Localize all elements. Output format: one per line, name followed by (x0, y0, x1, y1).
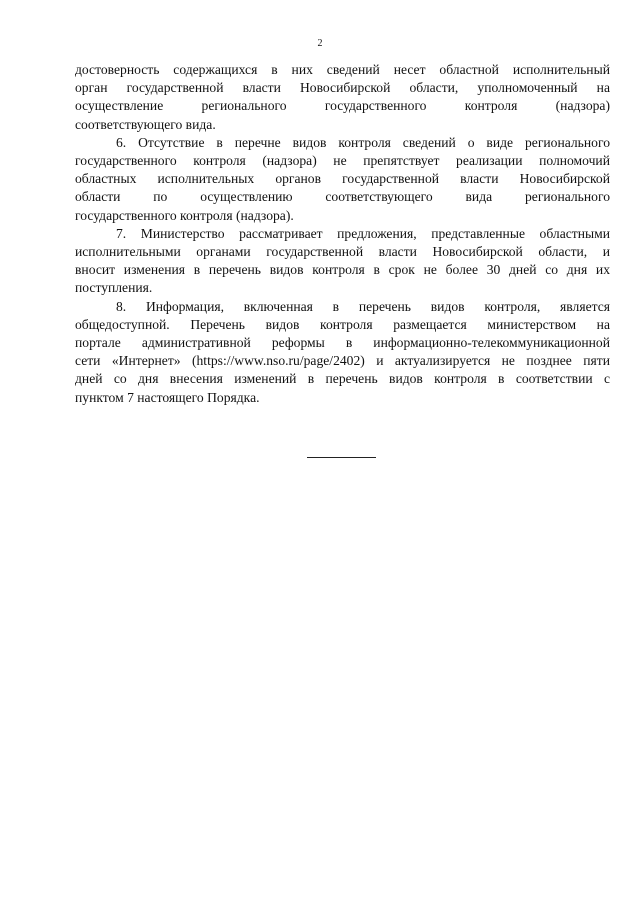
text-line: достоверность содержащихся в них сведений несет областной исполнительный (75, 62, 610, 77)
paragraph-continuation (75, 61, 610, 134)
text-line: общедоступной. Перечень видов контроля размещается министерством на (75, 316, 610, 332)
text-line: осуществление регионального государственного контроля (надзора) (75, 98, 610, 114)
text-line: орган государственной власти Новосибирской области, уполномоченный на (75, 80, 610, 96)
paragraph-item-6 (75, 134, 610, 225)
text-line: государственного контроля (надзора). (75, 207, 294, 223)
text-line: государственного контроля (надзора) не препятствует реализации полномочий (75, 153, 610, 169)
text-line: 6. Отсутствие в перечне видов контроля сведений о виде регионального (116, 134, 610, 150)
text-line: 7. Министерство рассматривает предложения, представленные областными (116, 225, 610, 241)
paragraph-item-7 (75, 225, 610, 298)
text-line: поступления. (75, 280, 153, 296)
text-line: портале административной реформы в информационно-телекоммуникационной (75, 335, 610, 351)
text-line: областных исполнительных органов государственной власти Новосибирской (75, 171, 610, 187)
text-line: области по осуществлению соответствующего вида регионального (75, 189, 610, 205)
paragraph-item-8 (75, 298, 610, 407)
text-line: соответствующего вида. (75, 116, 216, 132)
text-line: пунктом 7 настоящего Порядка. (75, 389, 260, 405)
text-line: сети «Интернет» (https://www.nso.ru/page/2402) и актуализируется не позднее пяти (75, 353, 610, 369)
end-of-document-rule (307, 457, 376, 458)
text-line: 8. Информация, включенная в перечень видов контроля, является (116, 298, 610, 314)
page-number: 2 (317, 38, 323, 49)
text-line: вносит изменения в перечень видов контроля в срок не более 30 дней со дня их (75, 262, 610, 278)
text-line: исполнительными органами государственной власти Новосибирской области, и (75, 244, 610, 260)
document-body (75, 61, 610, 407)
text-line: дней со дня внесения изменений в перечень видов контроля в соответствии с (75, 371, 610, 387)
